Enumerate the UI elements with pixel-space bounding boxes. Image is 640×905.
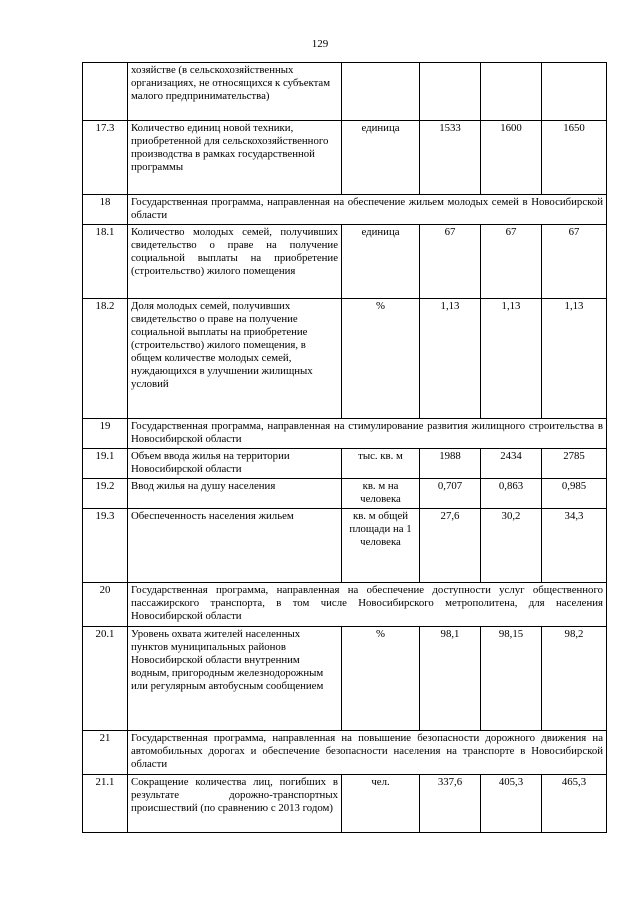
value-cell: 1,13 [542, 299, 607, 419]
value-cell [542, 63, 607, 121]
indicator-name: Количество единиц новой техники, приобретенной для сельскохозяйственного производства в рамках государственной программы [128, 121, 342, 195]
unit-cell: тыс. кв. м [342, 449, 420, 479]
unit-cell [342, 63, 420, 121]
table-row [83, 627, 607, 731]
row-number: 18 [83, 195, 128, 225]
program-title: Государственная программа, направленная на обеспечение доступности услуг общественного пассажирского транспорта, в том числе Новосибирского метрополитена, для населения Новосибирской области [128, 583, 607, 627]
row-number: 21 [83, 731, 128, 775]
row-number [83, 63, 128, 121]
unit-cell: кв. м на человека [342, 479, 420, 509]
value-cell: 1650 [542, 121, 607, 195]
value-cell: 2785 [542, 449, 607, 479]
value-cell: 0,707 [420, 479, 481, 509]
indicator-name: Доля молодых семей, получивших свидетельство о праве на получение социальной выплаты на приобретение (строительство) жилого помещения, в общем количестве молодых семей, нуждающихся в улучшении жилищных условий [128, 299, 342, 419]
value-cell: 337,6 [420, 775, 481, 833]
value-cell: 1600 [481, 121, 542, 195]
value-cell: 0,985 [542, 479, 607, 509]
value-cell [481, 63, 542, 121]
indicators-table [82, 62, 607, 833]
value-cell: 465,3 [542, 775, 607, 833]
row-number: 20.1 [83, 627, 128, 731]
value-cell: 0,863 [481, 479, 542, 509]
page-number: 129 [311, 38, 329, 50]
table-row [83, 225, 607, 299]
row-number: 19.1 [83, 449, 128, 479]
value-cell: 67 [420, 225, 481, 299]
value-cell [420, 63, 481, 121]
unit-cell: % [342, 627, 420, 731]
value-cell: 27,6 [420, 509, 481, 583]
indicator-name: Обеспеченность населения жильем [128, 509, 342, 583]
value-cell: 98,15 [481, 627, 542, 731]
program-row [83, 195, 607, 225]
program-row [83, 419, 607, 449]
value-cell: 30,2 [481, 509, 542, 583]
table-row [83, 479, 607, 509]
unit-cell: % [342, 299, 420, 419]
value-cell: 405,3 [481, 775, 542, 833]
indicator-name: Уровень охвата жителей населенных пунктов муниципальных районов Новосибирской области внутренним водным, пригородным железнодорожным или регулярным автобусным сообщением [128, 627, 342, 731]
indicator-name: Количество молодых семей, получивших свидетельство о праве на получение социальной выплаты на приобретение (строительство) жилого помещения [128, 225, 342, 299]
value-cell: 98,1 [420, 627, 481, 731]
value-cell: 2434 [481, 449, 542, 479]
indicator-name: хозяйстве (в сельскохозяйственных организациях, не относящихся к субъектам малого предпринимательства) [128, 63, 342, 121]
unit-cell: чел. [342, 775, 420, 833]
value-cell: 1,13 [481, 299, 542, 419]
value-cell: 67 [481, 225, 542, 299]
value-cell: 34,3 [542, 509, 607, 583]
indicator-name: Объем ввода жилья на территории Новосибирской области [128, 449, 342, 479]
indicator-name: Сокращение количества лиц, погибших в результате дорожно-транспортных происшествий (по сравнению с 2013 годом) [128, 775, 342, 833]
table-row [83, 449, 607, 479]
row-number: 18.2 [83, 299, 128, 419]
row-number: 17.3 [83, 121, 128, 195]
row-number: 19 [83, 419, 128, 449]
table-row [83, 63, 607, 121]
program-title: Государственная программа, направленная на повышение безопасности дорожного движения на автомобильных дорогах и обеспечение безопасности населения на транспорте в Новосибирской области [128, 731, 607, 775]
table-row [83, 775, 607, 833]
program-row [83, 731, 607, 775]
table-row [83, 509, 607, 583]
value-cell: 1,13 [420, 299, 481, 419]
row-number: 18.1 [83, 225, 128, 299]
table-row [83, 299, 607, 419]
program-title: Государственная программа, направленная на обеспечение жильем молодых семей в Новосибирской области [128, 195, 607, 225]
program-title: Государственная программа, направленная на стимулирование развития жилищного строительства в Новосибирской области [128, 419, 607, 449]
value-cell: 1988 [420, 449, 481, 479]
value-cell: 98,2 [542, 627, 607, 731]
unit-cell: кв. м общей площади на 1 человека [342, 509, 420, 583]
table-row [83, 121, 607, 195]
unit-cell: единица [342, 225, 420, 299]
indicator-name: Ввод жилья на душу населения [128, 479, 342, 509]
value-cell: 1533 [420, 121, 481, 195]
unit-cell: единица [342, 121, 420, 195]
row-number: 19.2 [83, 479, 128, 509]
row-number: 19.3 [83, 509, 128, 583]
row-number: 20 [83, 583, 128, 627]
program-row [83, 583, 607, 627]
value-cell: 67 [542, 225, 607, 299]
row-number: 21.1 [83, 775, 128, 833]
